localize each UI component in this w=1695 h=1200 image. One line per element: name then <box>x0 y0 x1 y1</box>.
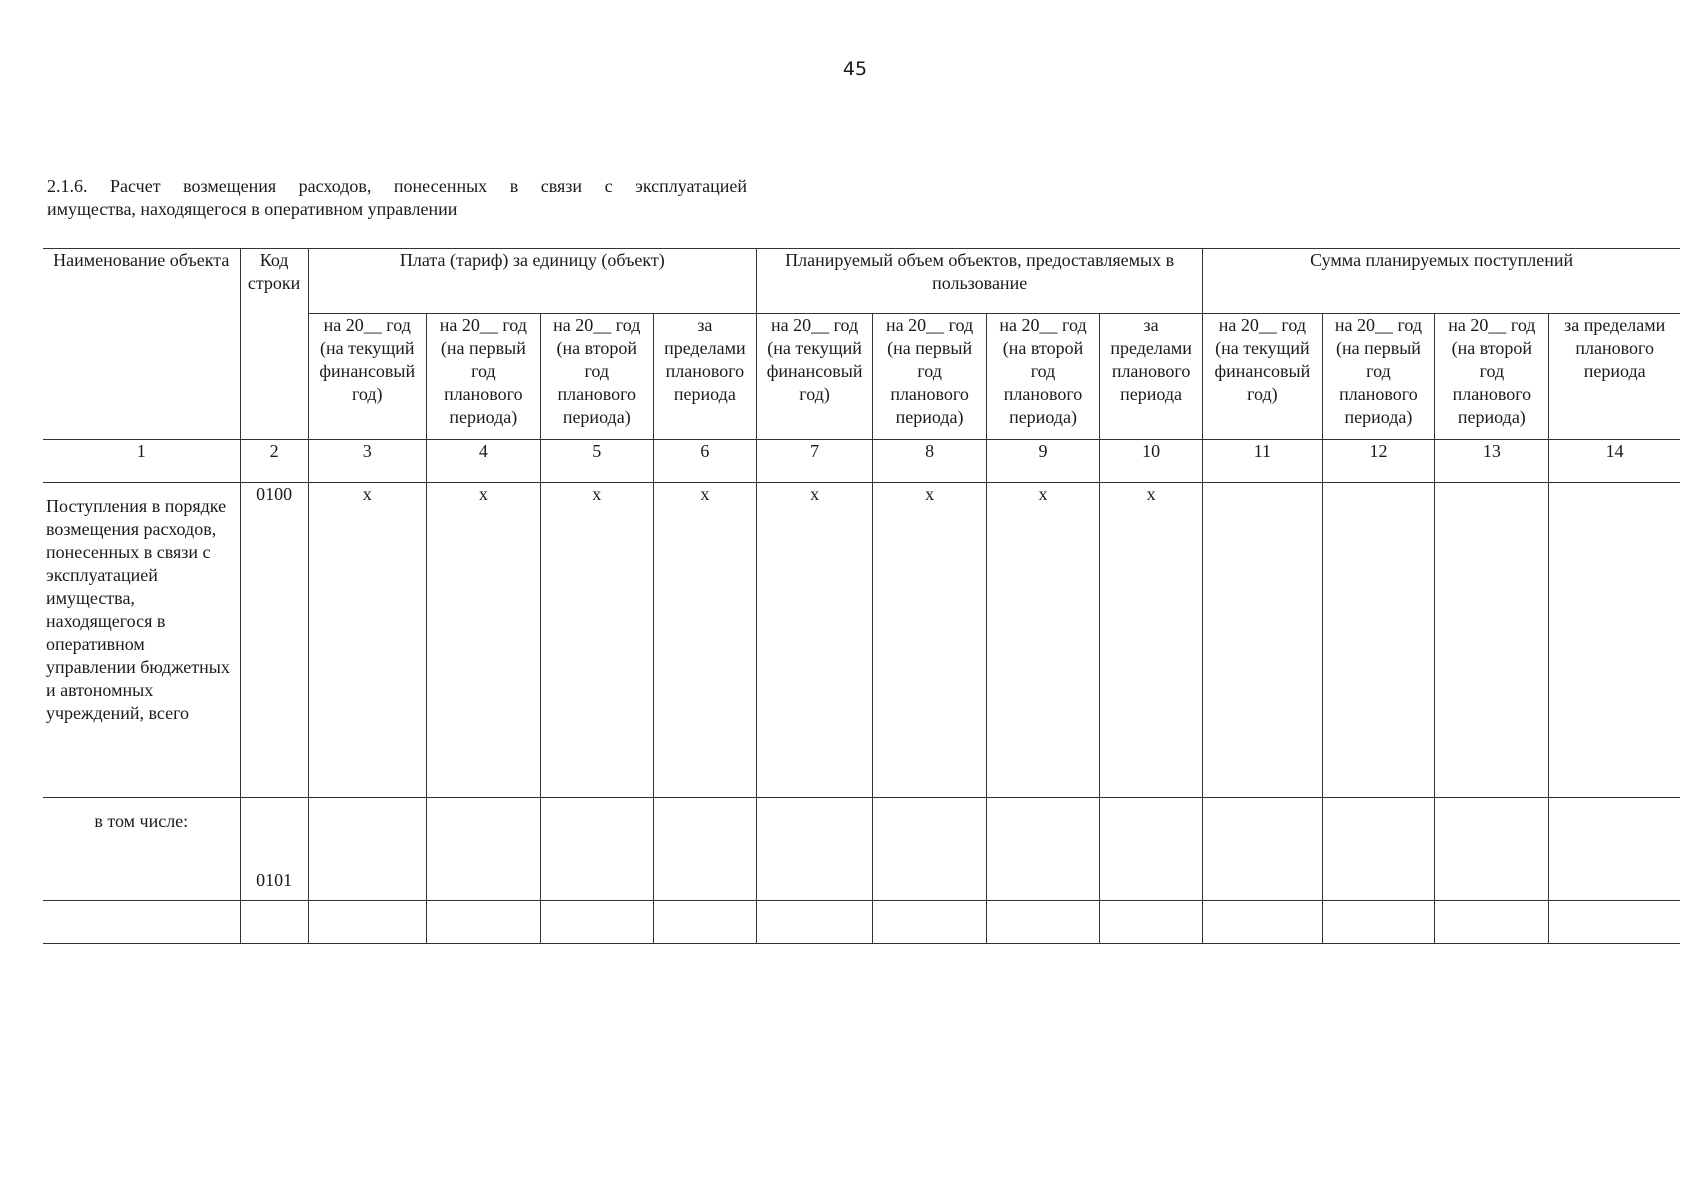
column-number: 14 <box>1549 440 1680 483</box>
header-period-beyond: за пределами планового периода <box>1099 314 1202 440</box>
column-number: 3 <box>308 440 426 483</box>
empty-cell <box>540 798 653 901</box>
not-applicable-mark: x <box>873 483 987 798</box>
column-number: 10 <box>1099 440 1202 483</box>
empty-cell <box>1322 798 1435 901</box>
column-number: 4 <box>426 440 540 483</box>
not-applicable-mark: x <box>540 483 653 798</box>
header-period-second: на 20__ год (на второй год планового периода) <box>540 314 653 440</box>
section-title-line-1: 2.1.6. Расчет возмещения расходов, понесенных в связи с эксплуатацией <box>47 176 747 196</box>
header-period-second: на 20__ год (на второй год планового периода) <box>987 314 1100 440</box>
column-number: 8 <box>873 440 987 483</box>
empty-cell <box>757 901 873 944</box>
header-group-fee: Плата (тариф) за единицу (объект) <box>308 249 756 314</box>
page-number: 45 <box>842 58 868 80</box>
header-group-volume: Планируемый объем объектов, предоставляемых в пользование <box>757 249 1203 314</box>
empty-cell <box>653 901 756 944</box>
empty-cell <box>1549 798 1680 901</box>
empty-cell <box>653 798 756 901</box>
header-group-sum: Сумма планируемых поступлений <box>1203 249 1680 314</box>
column-number: 1 <box>43 440 240 483</box>
sum-cell-empty <box>1549 483 1680 798</box>
column-number: 7 <box>757 440 873 483</box>
empty-cell <box>873 798 987 901</box>
empty-cell <box>873 901 987 944</box>
sum-cell-empty <box>1435 483 1549 798</box>
header-period-beyond: за пределами планового периода <box>1549 314 1680 440</box>
row-name-total: Поступления в порядке возмещения расходов, понесенных в связи с эксплуатацией имущества, находящегося в оперативном управлении бюджетных и автономных учреждений, всего <box>43 483 240 798</box>
table-row-blank <box>43 901 1680 944</box>
row-code-including: 0101 <box>240 798 308 901</box>
header-period-first: на 20__ год (на первый год планового периода) <box>873 314 987 440</box>
empty-cell <box>426 798 540 901</box>
empty-cell <box>1099 901 1202 944</box>
column-number: 6 <box>653 440 756 483</box>
not-applicable-mark: x <box>653 483 756 798</box>
empty-cell <box>426 901 540 944</box>
section-title <box>47 175 747 221</box>
empty-cell <box>1435 901 1549 944</box>
table-row-total <box>43 483 1680 798</box>
empty-cell <box>1099 798 1202 901</box>
empty-cell <box>1203 901 1322 944</box>
not-applicable-mark: x <box>1099 483 1202 798</box>
section-title-line-2: имущества, находящегося в оперативном управлении <box>47 199 458 219</box>
reimbursement-calculation-table <box>43 248 1680 944</box>
not-applicable-mark: x <box>987 483 1100 798</box>
header-period-second: на 20__ год (на второй год планового периода) <box>1435 314 1549 440</box>
empty-cell <box>540 901 653 944</box>
empty-cell <box>1549 901 1680 944</box>
sum-cell-empty <box>1203 483 1322 798</box>
empty-cell <box>308 901 426 944</box>
header-row-groups <box>43 249 1680 314</box>
sum-cell-empty <box>1322 483 1435 798</box>
header-row-code: Код строки <box>240 249 308 440</box>
header-period-current: на 20__ год (на текущий финансовый год) <box>757 314 873 440</box>
empty-cell <box>757 798 873 901</box>
header-period-first: на 20__ год (на первый год планового периода) <box>1322 314 1435 440</box>
header-period-first: на 20__ год (на первый год планового периода) <box>426 314 540 440</box>
column-number: 2 <box>240 440 308 483</box>
empty-cell <box>43 901 240 944</box>
header-period-current: на 20__ год (на текущий финансовый год) <box>1203 314 1322 440</box>
column-number: 9 <box>987 440 1100 483</box>
empty-cell <box>987 901 1100 944</box>
empty-cell <box>1322 901 1435 944</box>
not-applicable-mark: x <box>426 483 540 798</box>
row-name-including: в том числе: <box>43 798 240 901</box>
row-code-total: 0100 <box>240 483 308 798</box>
column-number-row <box>43 440 1680 483</box>
empty-cell <box>308 798 426 901</box>
column-number: 13 <box>1435 440 1549 483</box>
header-object-name: Наименование объекта <box>43 249 240 440</box>
header-period-beyond: за пределами планового периода <box>653 314 756 440</box>
empty-cell <box>1203 798 1322 901</box>
empty-cell <box>240 901 308 944</box>
table-row-including <box>43 798 1680 901</box>
column-number: 5 <box>540 440 653 483</box>
column-number: 11 <box>1203 440 1322 483</box>
header-period-current: на 20__ год (на текущий финансовый год) <box>308 314 426 440</box>
not-applicable-mark: x <box>308 483 426 798</box>
not-applicable-mark: x <box>757 483 873 798</box>
empty-cell <box>1435 798 1549 901</box>
empty-cell <box>987 798 1100 901</box>
column-number: 12 <box>1322 440 1435 483</box>
